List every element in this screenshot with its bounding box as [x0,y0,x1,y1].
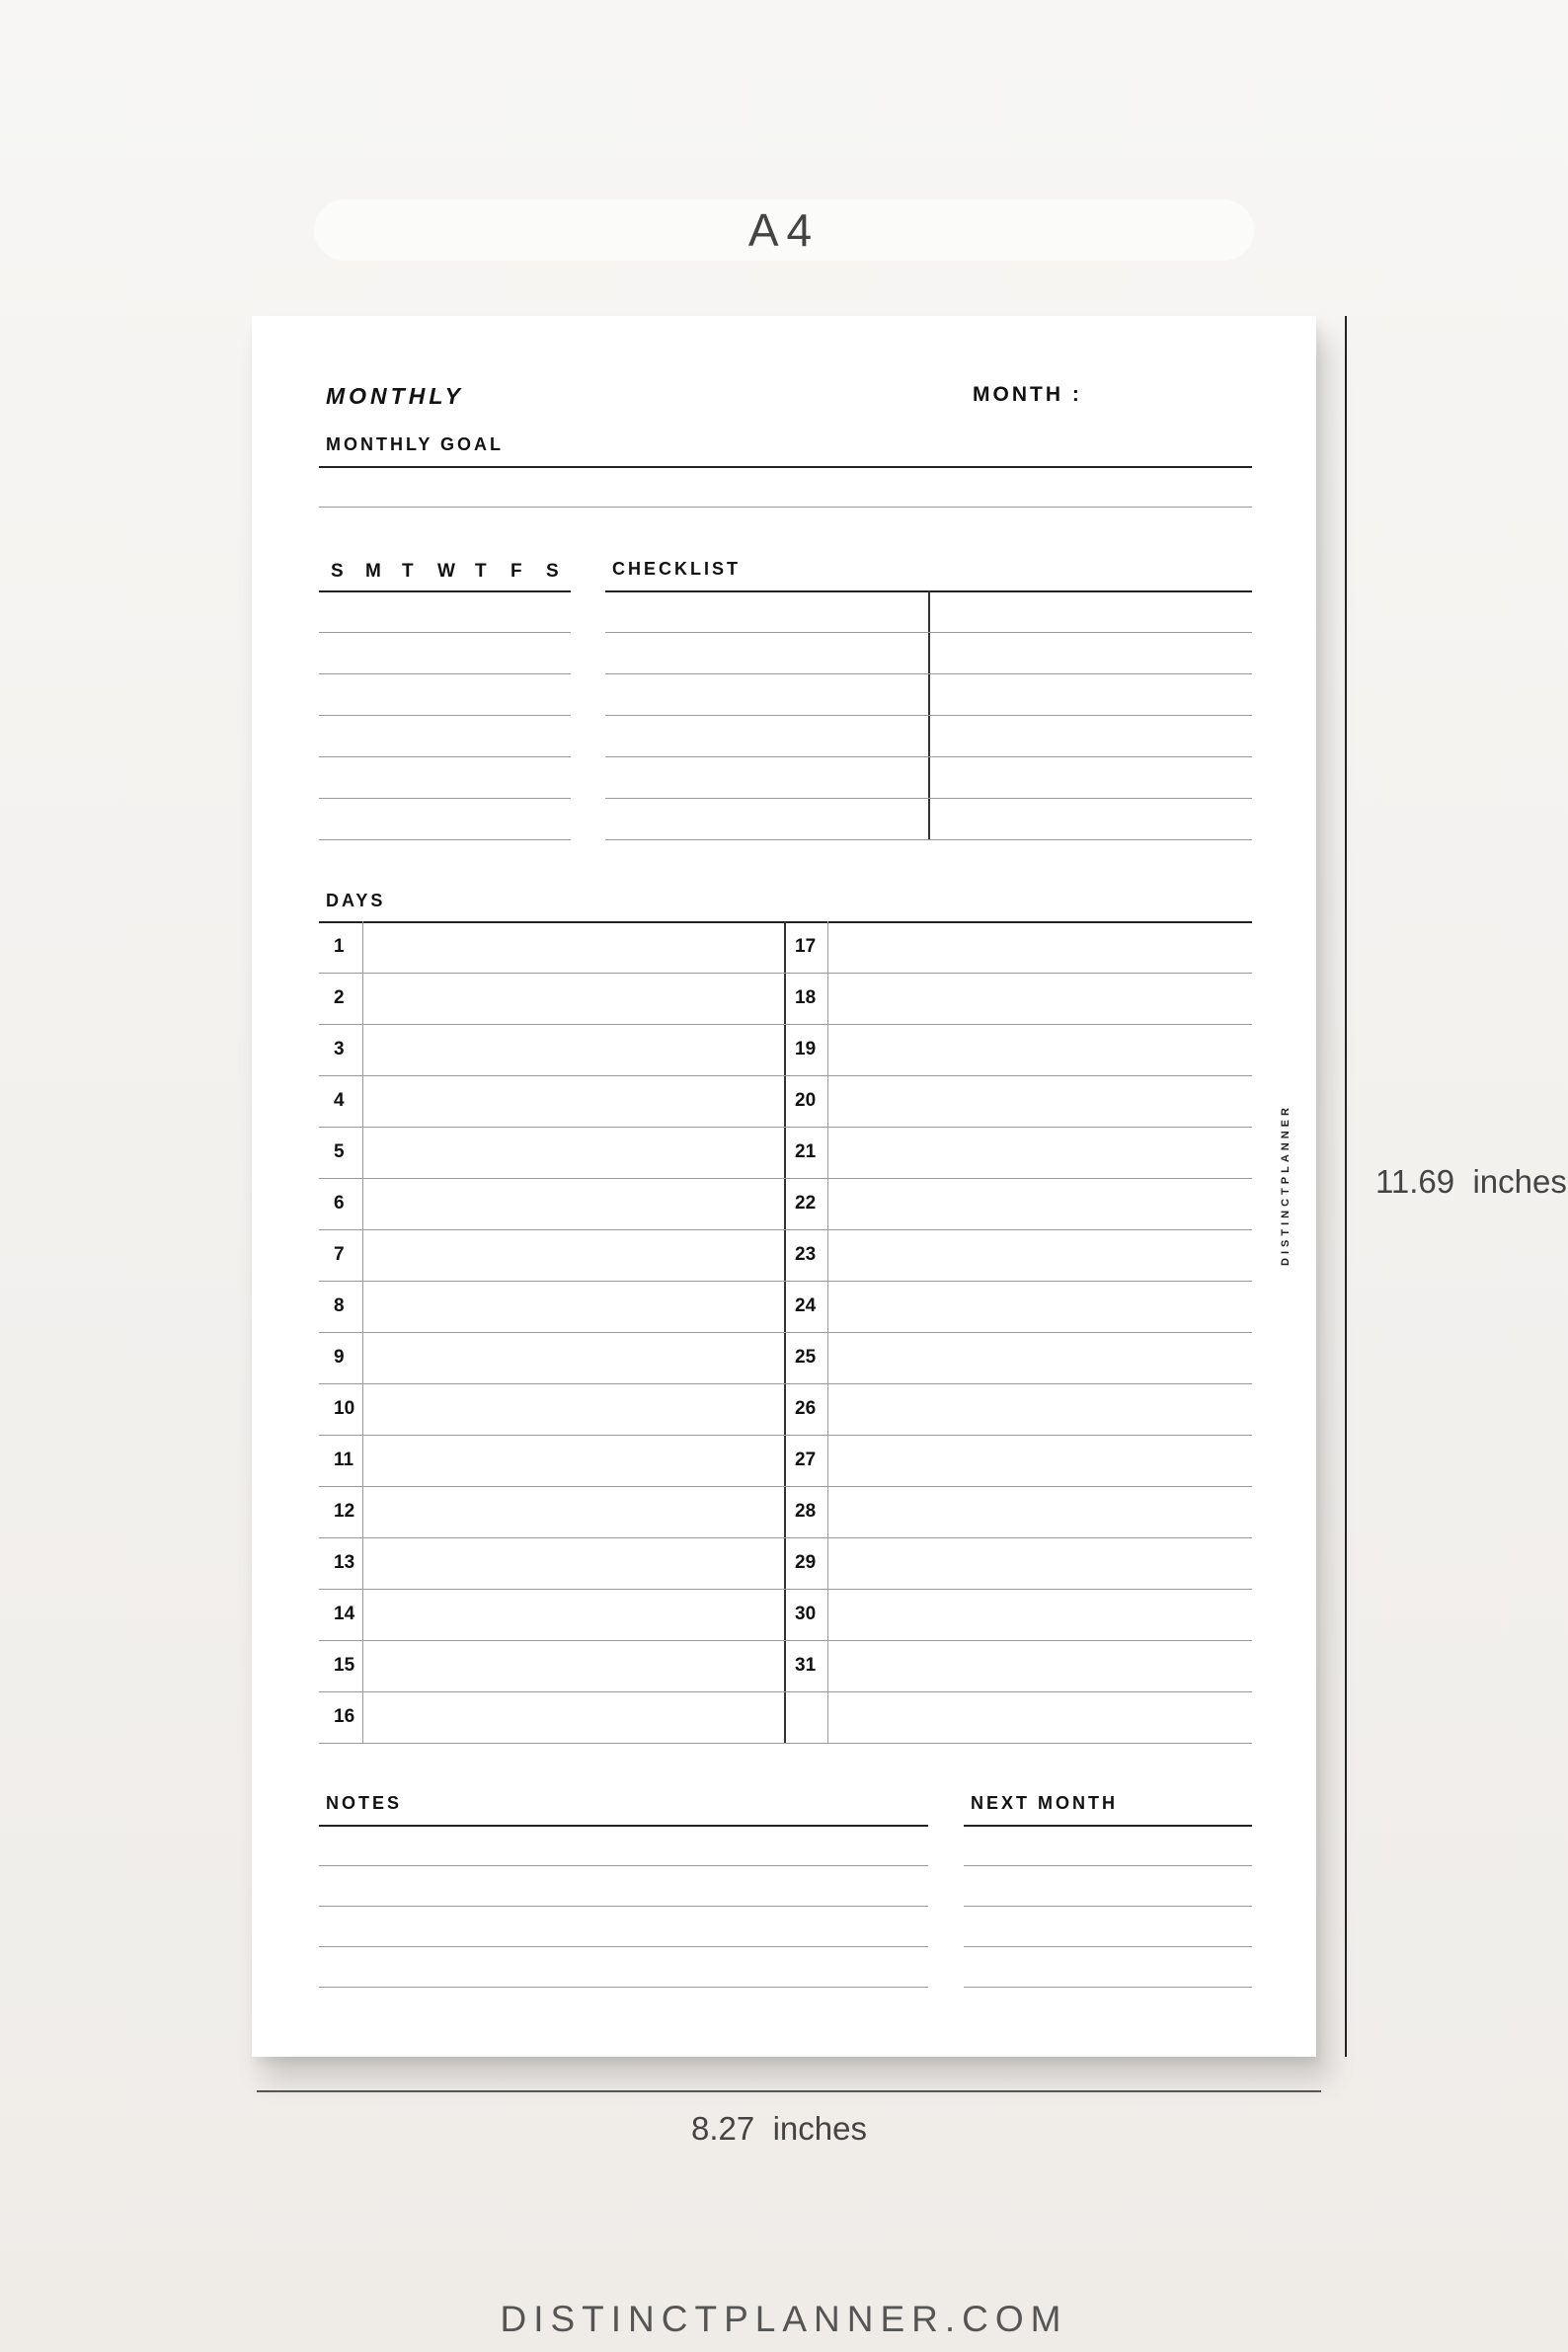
weekday-letter: S [331,561,344,582]
next-month-row-line [964,1946,1252,1947]
day-number: 23 [795,1244,817,1265]
day-row-line [319,1127,1252,1128]
weekday-row-line [319,839,571,840]
paper-size-label: A4 [747,204,821,256]
day-row-line [319,1383,1252,1384]
next-month-underline [964,1825,1252,1827]
width-dimension-rule [257,2090,1321,2092]
day-number: 15 [334,1655,355,1676]
day-row-line [319,1229,1252,1230]
paper-size-banner [314,199,1254,261]
weekday-letter: F [510,561,522,582]
day-row-line [319,1743,1252,1744]
day-number: 26 [795,1398,817,1419]
day-number: 21 [795,1141,817,1162]
day-row-line [319,973,1252,974]
day-row-line [319,1075,1252,1076]
next-month-row-line [964,1865,1252,1866]
day-row-line [319,1435,1252,1436]
day-row-line [319,1589,1252,1590]
monthly-goal-label: MONTHLY GOAL [326,434,505,454]
day-number: 31 [795,1655,817,1676]
day-number: 18 [795,987,817,1008]
day-number: 1 [334,936,345,957]
notes-row-line [319,1946,928,1947]
day-number: 13 [334,1552,355,1573]
day-number: 17 [795,936,817,957]
width-dimension-label: 8.27 inches [691,2110,867,2147]
day-row-line [319,1024,1252,1025]
day-number: 30 [795,1604,817,1624]
checklist-row-line [605,756,1252,757]
day-number: 19 [795,1039,817,1059]
checklist-row-line [605,798,1252,799]
weekday-underline [319,590,571,592]
day-row-line [319,1332,1252,1333]
day-number: 20 [795,1090,817,1111]
day-row-line [319,1537,1252,1538]
day-number: 25 [795,1347,817,1368]
weekday-row-line [319,715,571,716]
notes-row-line [319,1865,928,1866]
day-number: 22 [795,1193,817,1214]
weekday-row-line [319,673,571,674]
notes-row-line [319,1906,928,1907]
next-month-row-line [964,1906,1252,1907]
month-label: MONTH : [973,383,1082,406]
day-row-line [319,1640,1252,1641]
footer-website: DISTINCTPLANNER.COM [500,2299,1068,2339]
day-number: 16 [334,1706,355,1727]
height-dimension-label: 11.69 inches [1375,1163,1567,1200]
side-brand-text: DISTINCTPLANNER [1280,1104,1292,1266]
day-number: 2 [334,987,345,1008]
checklist-label: CHECKLIST [612,559,741,579]
day-number: 11 [334,1450,354,1470]
notes-label: NOTES [326,1793,403,1813]
weekday-letter: T [402,561,414,582]
next-month-label: NEXT MONTH [971,1793,1118,1813]
days-label: DAYS [326,891,386,910]
day-row-line [319,1281,1252,1282]
day-number: 3 [334,1039,345,1059]
day-row-line [319,1486,1252,1487]
next-month-row-line [964,1987,1252,1988]
day-row-line [319,1178,1252,1179]
day-number: 12 [334,1501,355,1522]
day-number: 24 [795,1295,817,1316]
weekday-letter: W [437,561,455,582]
day-row-line [319,1691,1252,1692]
weekday-letter: M [365,561,381,582]
notes-row-line [319,1987,928,1988]
checklist-row-line [605,839,1252,840]
day-number: 29 [795,1552,817,1573]
checklist-row-line [605,632,1252,633]
day-number: 5 [334,1141,345,1162]
day-number: 14 [334,1604,355,1624]
weekday-row-line [319,632,571,633]
day-number: 9 [334,1347,345,1368]
day-number: 10 [334,1398,355,1419]
weekday-row-line [319,798,571,799]
weekday-letter: T [475,561,487,582]
day-number: 4 [334,1090,345,1111]
goal-writing-line [319,507,1252,508]
height-dimension-rule [1345,316,1347,2057]
day-number: 28 [795,1501,817,1522]
checklist-row-line [605,673,1252,674]
day-number: 7 [334,1244,345,1265]
checklist-row-line [605,715,1252,716]
planner-sheet [252,316,1316,2057]
planner-title: MONTHLY [326,383,465,409]
goal-underline [319,466,1252,468]
day-number: 27 [795,1450,817,1470]
weekday-letter: S [546,561,559,582]
day-number: 8 [334,1295,345,1316]
weekday-row-line [319,756,571,757]
notes-underline [319,1825,928,1827]
day-number: 6 [334,1193,345,1214]
